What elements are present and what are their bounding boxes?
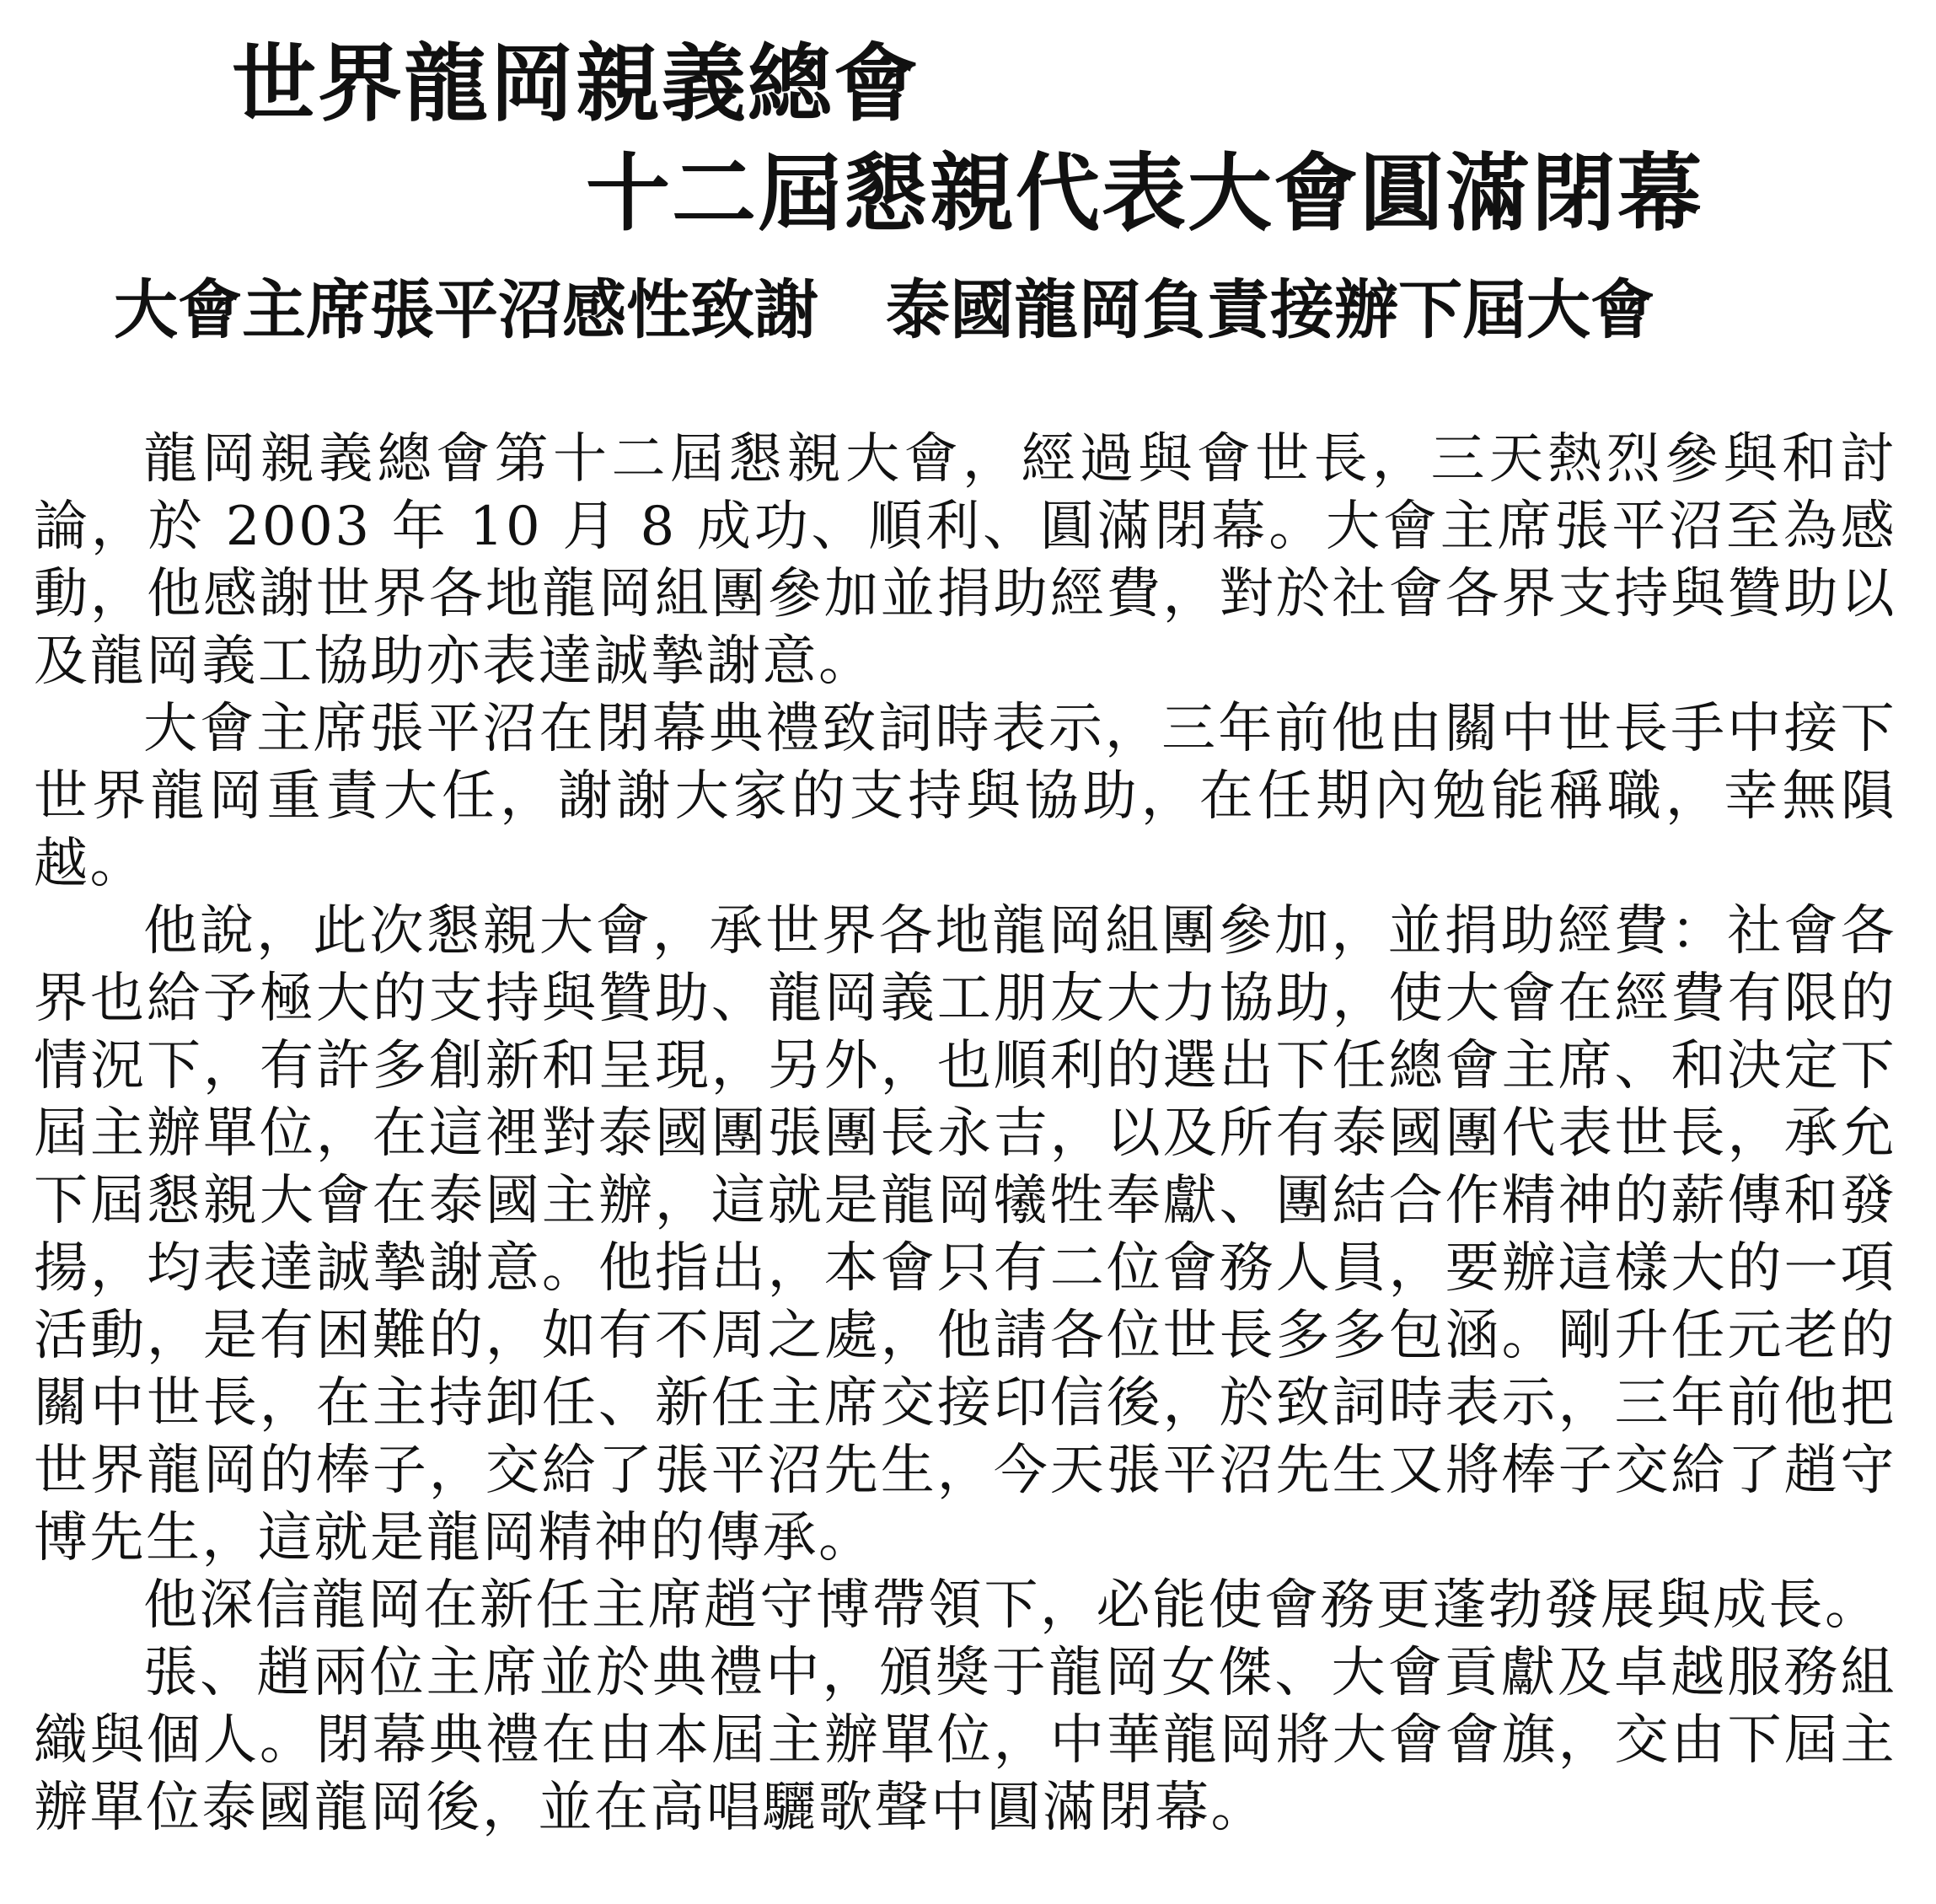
paragraph-3: 他說，此次懇親大會，承世界各地龍岡組團參加，並捐助經費：社會各界也給予極大的支持與贊助、龍岡義工朋友大力協助，使大會在經費有限的情況下，有許多創新和呈現，另外，也順利的選出下任總會主席、和決定下屆主辦單位，在這裡對泰國團張團長永吉，以及所有泰國團代表世長，承允下屆懇親大會在泰國主辦，這就是龍岡犧牲奉獻、團結合作精神的薪傳和發揚，均表達誠摯謝意。他指出，本會只有二位會務人員，要辦這樣大的一項活動，是有困難的，如有不周之處，他請各位世長多多包涵。剛升任元老的關中世長，在主持卸任、新任主席交接印信後，於致詞時表示，三年前他把世界龍岡的棒子，交給了張平沼先生，今天張平沼先生又將棒子交給了趙守博先生，這就是龍岡精神的傳承。 [34, 900, 1896, 1569]
page-title-line-2: 十二屆懇親代表大會圓滿閉幕 [586, 144, 1703, 243]
paragraph-5: 張、趙兩位主席並於典禮中，頒獎于龍岡女傑、大會貢獻及卓越服務組織與個人。閉幕典禮在由本屆主辦單位，中華龍岡將大會會旗，交由下屆主辦單位泰國龍岡後，並在高唱驪歌聲中圓滿閉幕。 [34, 1642, 1896, 1839]
subtitle-right: 泰國龍岡負責接辦下屆大會 [886, 272, 1654, 347]
subtitle [114, 268, 1892, 352]
p1-text-d: 成功、順利、圓滿閉幕。大會主席張平沼至為感動，他感謝世界各地龍岡組團參加並捐助經費，對於社會各界支持與贊助以及龍岡義工協助亦表達誠摯謝意。 [34, 496, 1897, 693]
p1-text-b: 年 [391, 496, 449, 558]
paragraph-4: 他深信龍岡在新任主席趙守博帶領下，必能使會務更蓬勃發展與成長。 [143, 1574, 1881, 1637]
p1-text-c: 月 [562, 496, 620, 558]
page-title-line-1: 世界龍岡親義總會 [232, 35, 920, 133]
p1-month: 10 [469, 496, 543, 558]
p1-day: 8 [640, 496, 677, 558]
article-body [34, 426, 1896, 1842]
p1-year: 2003 [225, 496, 372, 558]
subtitle-left: 大會主席張平沼感性致謝 [114, 272, 818, 347]
paragraph-2: 大會主席張平沼在閉幕典禮致詞時表示，三年前他由關中世長手中接下世界龍岡重責大任，謝謝大家的支持與協助，在任期內勉能稱職，幸無隕越。 [34, 698, 1896, 895]
p1-text-a: 龍岡親義總會第十二屆懇親大會，經過與會世長，三天熱烈參與和討論，於 [34, 428, 1896, 558]
paragraph-1 [34, 426, 1896, 695]
